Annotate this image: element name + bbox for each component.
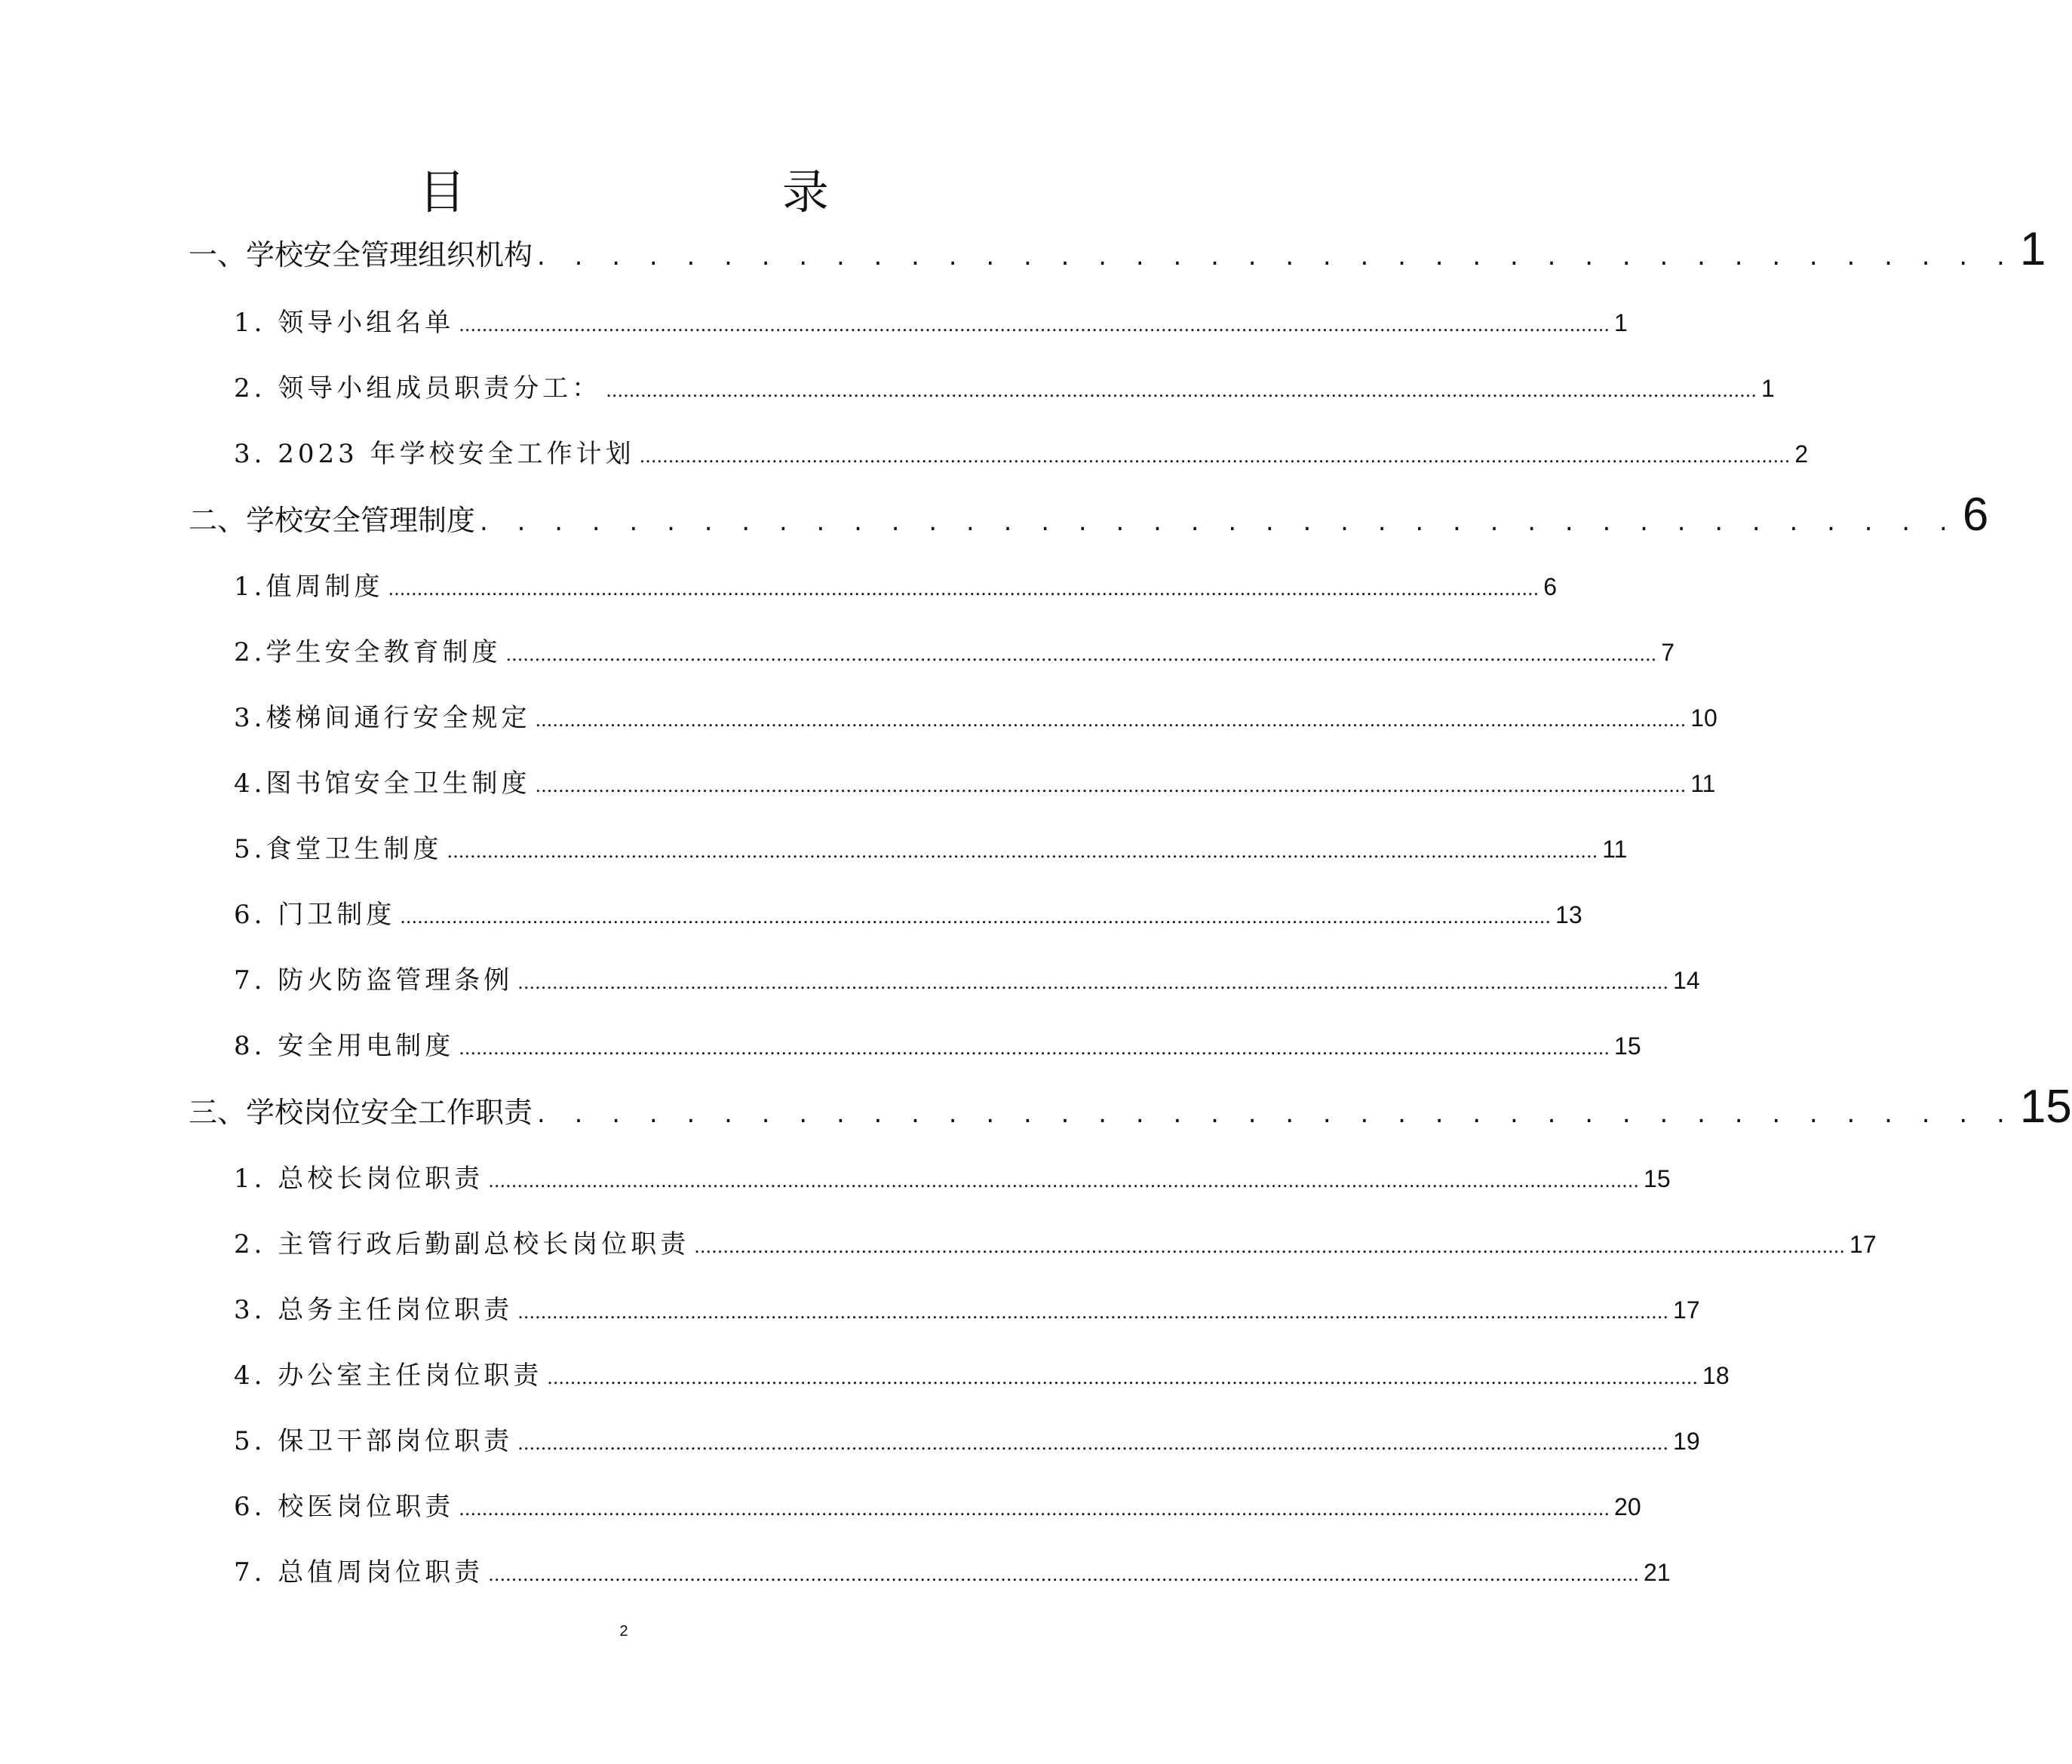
toc-item-label: 6. 门卫制度 <box>234 900 396 930</box>
toc-item-label: 4.图书馆安全卫生制度 <box>234 768 531 799</box>
toc-item-label: 4. 办公室主任岗位职责 <box>234 1361 543 1391</box>
toc-item-label: 5.食堂卫生制度 <box>234 834 443 864</box>
page-title: 目 录 <box>419 164 980 219</box>
toc-item-label: 3. 2023 年学校安全工作计划 <box>234 439 635 469</box>
toc-item-label: 7. 总值周岗位职责 <box>234 1557 484 1588</box>
toc-item-page: 17 <box>1673 1296 1700 1324</box>
toc-section-page: 15 <box>2019 1081 2072 1133</box>
dot-leader: . . . . . . . . . . . . . . . . . . . . . . . . . . . . . . . . . . . . . . . . <box>480 507 1958 537</box>
toc-item[interactable] <box>234 1420 1700 1457</box>
toc-item-label: 2. 主管行政后勤副总校长岗位职责 <box>234 1229 690 1259</box>
toc-item-label: 2. 领导小组成员职责分工： <box>234 373 602 403</box>
toc-item[interactable] <box>234 1223 1877 1260</box>
toc-item-page: 19 <box>1673 1428 1700 1455</box>
toc-item[interactable] <box>234 1025 1641 1062</box>
toc-item-page: 7 <box>1661 639 1675 666</box>
toc-item-page: 15 <box>1614 1032 1641 1060</box>
toc-item[interactable] <box>234 1486 1641 1523</box>
toc-item-label: 6. 校医岗位职责 <box>234 1492 455 1522</box>
dot-leader: ........................................................................................................................................................................................................ <box>517 1433 1669 1454</box>
toc-item[interactable] <box>234 1354 1730 1391</box>
toc-item[interactable] <box>234 566 1558 603</box>
toc-item-page: 1 <box>1761 375 1775 402</box>
toc-item[interactable] <box>234 1289 1700 1326</box>
toc-section-page: 6 <box>1962 489 1989 541</box>
toc-item[interactable] <box>234 959 1700 996</box>
dot-leader: ........................................................................................................................................................................................................ <box>639 446 1791 467</box>
dot-leader: ........................................................................................................................................................................................................ <box>400 907 1552 928</box>
dot-leader: ........................................................................................................................................................................................................ <box>535 775 1687 796</box>
dot-leader: ........................................................................................................................................................................................................ <box>606 380 1757 401</box>
toc-item[interactable] <box>234 894 1582 931</box>
dot-leader: ........................................................................................................................................................................................................ <box>388 578 1539 600</box>
dot-leader: ........................................................................................................................................................................................................ <box>488 1170 1640 1192</box>
toc-item-label: 7. 防火防盗管理条例 <box>234 965 514 996</box>
dot-leader: . . . . . . . . . . . . . . . . . . . . . . . . . . . . . . . . . . . . . . . . <box>537 241 2015 272</box>
toc-item-page: 2 <box>1794 440 1809 468</box>
dot-leader: ........................................................................................................................................................................................................ <box>459 1038 1610 1059</box>
toc-section-label: 二、学校安全管理制度 <box>189 504 476 537</box>
page-number: 2 <box>619 1623 628 1640</box>
dot-leader: ........................................................................................................................................................................................................ <box>547 1367 1699 1388</box>
toc-item-page: 13 <box>1555 901 1582 928</box>
toc-item-page: 21 <box>1644 1559 1671 1586</box>
toc-item[interactable] <box>234 697 1717 734</box>
dot-leader: ........................................................................................................................................................................................................ <box>517 972 1669 993</box>
toc-item-page: 1 <box>1614 309 1628 336</box>
toc-item-page: 15 <box>1644 1165 1671 1192</box>
toc-item-page: 20 <box>1614 1493 1641 1520</box>
dot-leader: ........................................................................................................................................................................................................ <box>459 314 1610 336</box>
dot-leader: ........................................................................................................................................................................................................ <box>694 1236 1846 1257</box>
toc-item-page: 14 <box>1673 967 1700 994</box>
toc-item-page: 18 <box>1702 1362 1730 1389</box>
toc-section-3[interactable] <box>189 1081 2072 1133</box>
dot-leader: ........................................................................................................................................................................................................ <box>535 710 1687 731</box>
toc-section-label: 三、学校岗位安全工作职责 <box>189 1096 533 1129</box>
toc-section-2[interactable] <box>189 489 1989 541</box>
toc-section-label: 一、学校安全管理组织机构 <box>189 238 533 272</box>
toc-item[interactable] <box>234 1158 1671 1195</box>
toc-item-label: 1. 领导小组名单 <box>234 308 455 338</box>
toc-item-page: 11 <box>1690 770 1716 797</box>
dot-leader: ........................................................................................................................................................................................................ <box>488 1564 1640 1585</box>
toc-item-label: 5. 保卫干部岗位职责 <box>234 1426 514 1456</box>
toc-item-label: 1.值周制度 <box>234 572 384 602</box>
dot-leader: ........................................................................................................................................................................................................ <box>505 644 1657 665</box>
dot-leader: . . . . . . . . . . . . . . . . . . . . . . . . . . . . . . . . . . . . . . . . <box>537 1099 2015 1129</box>
toc-item[interactable] <box>234 828 1628 865</box>
toc-item-page: 11 <box>1602 836 1628 863</box>
toc-item-label: 1. 总校长岗位职责 <box>234 1164 484 1194</box>
dot-leader: ........................................................................................................................................................................................................ <box>459 1499 1610 1520</box>
dot-leader: ........................................................................................................................................................................................................ <box>447 841 1598 862</box>
toc-item-page: 6 <box>1543 573 1558 600</box>
toc-item[interactable] <box>234 1551 1671 1588</box>
toc-section-1[interactable] <box>189 223 2046 275</box>
toc-item-label: 8. 安全用电制度 <box>234 1031 455 1061</box>
toc-item[interactable] <box>234 433 1809 470</box>
dot-leader: ........................................................................................................................................................................................................ <box>517 1302 1669 1323</box>
toc-item[interactable] <box>234 631 1675 668</box>
toc-item-page: 17 <box>1849 1231 1877 1258</box>
toc-item[interactable] <box>234 367 1775 404</box>
toc-item-label: 2.学生安全教育制度 <box>234 637 502 667</box>
toc-item[interactable] <box>234 302 1628 339</box>
toc-section-page: 1 <box>2019 223 2046 275</box>
toc-item-page: 10 <box>1690 704 1717 732</box>
toc-item-label: 3.楼梯间通行安全规定 <box>234 703 531 733</box>
toc-item-label: 3. 总务主任岗位职责 <box>234 1295 514 1325</box>
toc-item[interactable] <box>234 762 1716 799</box>
